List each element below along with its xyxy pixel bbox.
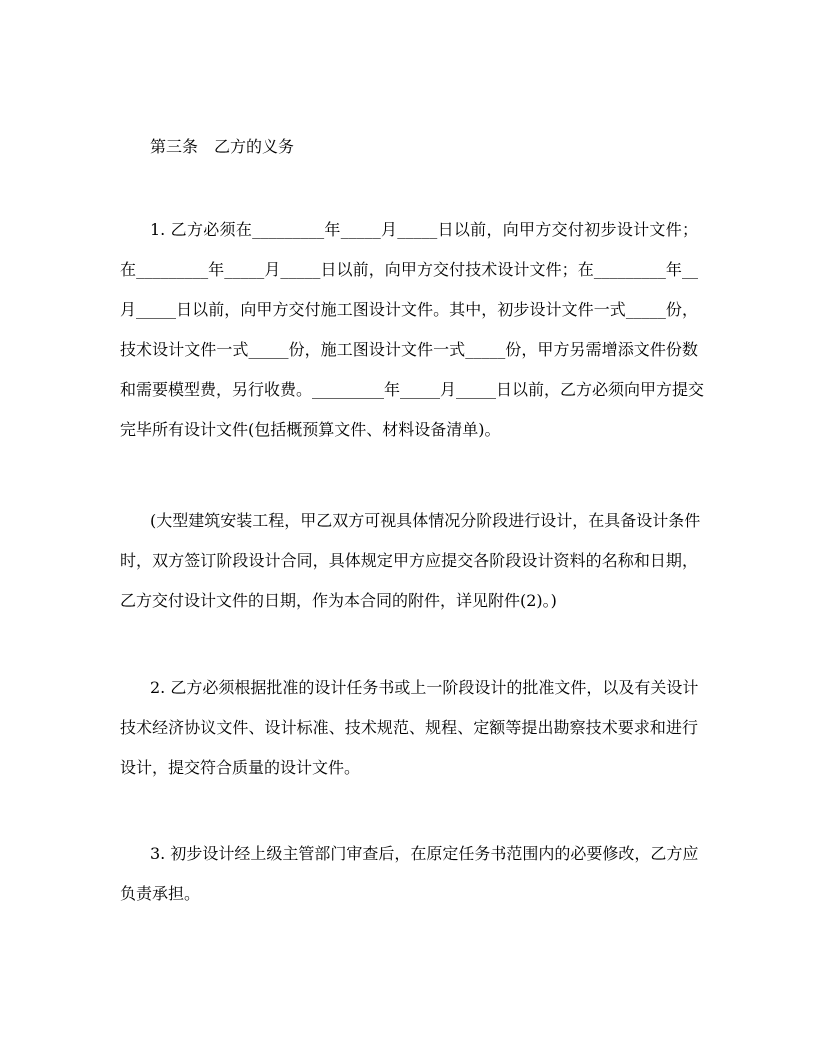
clause-1-line: 和需要模型费，另行收费。_________年_____月_____日以前，乙方必须向甲方提交 bbox=[120, 380, 705, 399]
note-paragraph bbox=[120, 509, 701, 613]
clause-2-line: 设计，提交符合质量的设计文件。 bbox=[120, 758, 361, 777]
clause-2 bbox=[120, 676, 698, 780]
clause-1-line: 在_________年_____月_____日以前，向甲方交付技术设计文件；在_________年__ bbox=[120, 260, 698, 279]
clause-3 bbox=[120, 842, 698, 906]
clause-3-line: 3. 初步设计经上级主管部门审查后，在原定任务书范围内的必要修改，乙方应 bbox=[150, 844, 699, 863]
article-heading: 第三条 乙方的义务 bbox=[150, 137, 295, 156]
clause-2-line: 2. 乙方必须根据批准的设计任务书或上一阶段设计的批准文件，以及有关设计 bbox=[150, 678, 699, 697]
note-line: 时，双方签订阶段设计合同，具体规定甲方应提交各阶段设计资料的名称和日期， bbox=[120, 551, 698, 570]
note-line: 乙方交付设计文件的日期，作为本合同的附件，详见附件(2)。) bbox=[120, 591, 557, 610]
clause-1-line: 技术设计文件一式_____份，施工图设计文件一式_____份，甲方另需增添文件份数 bbox=[120, 340, 698, 359]
clause-3-line: 负责承担。 bbox=[120, 884, 201, 903]
clause-2-line: 技术经济协议文件、设计标准、技术规范、规程、定额等提出勘察技术要求和进行 bbox=[120, 718, 698, 737]
clause-1-line: 1. 乙方必须在_________年_____月_____日以前，向甲方交付初步设计文件； bbox=[150, 220, 698, 239]
clause-1-line: 月_____日以前，向甲方交付施工图设计文件。其中，初步设计文件一式_____份， bbox=[120, 300, 698, 319]
clause-1-line: 完毕所有设计文件(包括概预算文件、材料设备清单)。 bbox=[120, 420, 501, 439]
note-line: (大型建筑安装工程，甲乙双方可视具体情况分阶段进行设计，在具备设计条件 bbox=[150, 511, 701, 530]
clause-1 bbox=[120, 218, 705, 442]
